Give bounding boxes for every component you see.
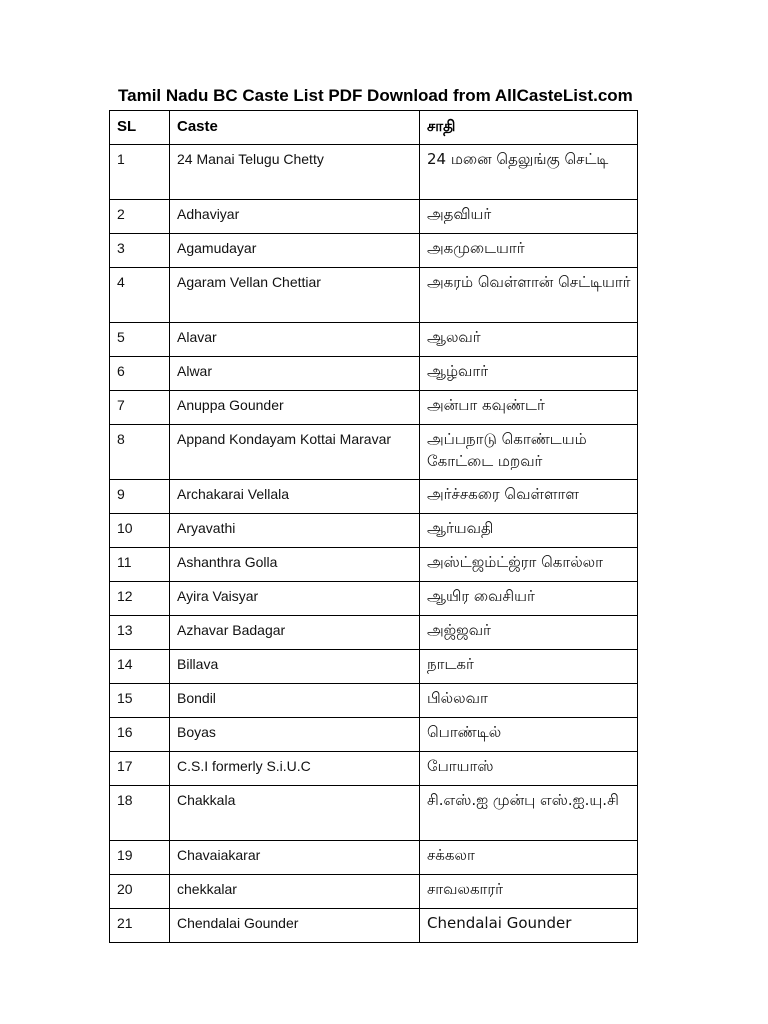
- cell-sl: 2: [110, 200, 170, 234]
- cell-sl: 19: [110, 841, 170, 875]
- table-row: [110, 391, 638, 425]
- cell-tamil: ஆழ்வார்: [420, 357, 638, 391]
- table-row: [110, 650, 638, 684]
- table-row: [110, 841, 638, 875]
- table-row: [110, 234, 638, 268]
- cell-tamil: அஜ்ஜவர்: [420, 616, 638, 650]
- cell-sl: 16: [110, 718, 170, 752]
- cell-caste: C.S.I formerly S.i.U.C: [170, 752, 420, 786]
- cell-caste: Agaram Vellan Chettiar: [170, 268, 420, 323]
- cell-sl: 8: [110, 425, 170, 480]
- table-row: [110, 786, 638, 841]
- cell-caste: Alwar: [170, 357, 420, 391]
- cell-tamil: அகமுடையார்: [420, 234, 638, 268]
- cell-caste: Azhavar Badagar: [170, 616, 420, 650]
- cell-tamil: அதவியர்: [420, 200, 638, 234]
- table-row: [110, 514, 638, 548]
- table-row: [110, 752, 638, 786]
- table-row: [110, 480, 638, 514]
- cell-caste: Adhaviyar: [170, 200, 420, 234]
- cell-caste: Chavaiakarar: [170, 841, 420, 875]
- cell-sl: 12: [110, 582, 170, 616]
- cell-caste: Appand Kondayam Kottai Maravar: [170, 425, 420, 480]
- cell-caste: Ayira Vaisyar: [170, 582, 420, 616]
- table-row: [110, 145, 638, 200]
- cell-tamil: அன்பா கவுண்டர்: [420, 391, 638, 425]
- cell-caste: Alavar: [170, 323, 420, 357]
- cell-sl: 6: [110, 357, 170, 391]
- cell-sl: 18: [110, 786, 170, 841]
- cell-sl: 7: [110, 391, 170, 425]
- cell-tamil: நாடகர்: [420, 650, 638, 684]
- cell-tamil: பில்லவா: [420, 684, 638, 718]
- table-row: [110, 909, 638, 943]
- table-row: [110, 616, 638, 650]
- table-row: [110, 875, 638, 909]
- caste-table: [109, 110, 638, 943]
- cell-caste: Billava: [170, 650, 420, 684]
- cell-tamil: அப்பநாடு கொண்டயம் கோட்டை மறவர்: [420, 425, 638, 480]
- cell-tamil: பொண்டில்: [420, 718, 638, 752]
- cell-sl: 9: [110, 480, 170, 514]
- cell-tamil: அகரம் வெள்ளான் செட்டியார்: [420, 268, 638, 323]
- cell-caste: Aryavathi: [170, 514, 420, 548]
- cell-tamil: சாவலகாரர்: [420, 875, 638, 909]
- cell-caste: Ashanthra Golla: [170, 548, 420, 582]
- table-row: [110, 357, 638, 391]
- cell-sl: 15: [110, 684, 170, 718]
- table-body: [110, 145, 638, 943]
- header-sl: SL: [110, 111, 170, 145]
- table-row: [110, 548, 638, 582]
- cell-caste: Boyas: [170, 718, 420, 752]
- table-row: [110, 200, 638, 234]
- header-tamil: சாதி: [420, 111, 638, 145]
- cell-caste: chekkalar: [170, 875, 420, 909]
- table-row: [110, 268, 638, 323]
- header-caste: Caste: [170, 111, 420, 145]
- cell-sl: 21: [110, 909, 170, 943]
- cell-tamil: Chendalai Gounder: [420, 909, 638, 943]
- cell-sl: 13: [110, 616, 170, 650]
- cell-sl: 11: [110, 548, 170, 582]
- cell-caste: Archakarai Vellala: [170, 480, 420, 514]
- cell-caste: Chakkala: [170, 786, 420, 841]
- cell-caste: Agamudayar: [170, 234, 420, 268]
- cell-tamil: அஸ்ட்ஜம்ட்ஜ்ரா கொல்லா: [420, 548, 638, 582]
- cell-sl: 3: [110, 234, 170, 268]
- table-row: [110, 425, 638, 480]
- cell-sl: 10: [110, 514, 170, 548]
- table-row: [110, 684, 638, 718]
- table-row: [110, 323, 638, 357]
- table-row: [110, 718, 638, 752]
- cell-sl: 4: [110, 268, 170, 323]
- cell-sl: 1: [110, 145, 170, 200]
- cell-caste: 24 Manai Telugu Chetty: [170, 145, 420, 200]
- cell-sl: 14: [110, 650, 170, 684]
- table-header-row: [110, 111, 638, 145]
- document-title: Tamil Nadu BC Caste List PDF Download from AllCasteList.com: [118, 86, 633, 105]
- cell-tamil: அர்ச்சகரை வெள்ளாள: [420, 480, 638, 514]
- cell-tamil: சக்கலா: [420, 841, 638, 875]
- cell-tamil: போயாஸ்: [420, 752, 638, 786]
- cell-sl: 5: [110, 323, 170, 357]
- cell-sl: 20: [110, 875, 170, 909]
- cell-tamil: ஆயிர வைசியர்: [420, 582, 638, 616]
- cell-tamil: 24 மனை தெலுங்கு செட்டி: [420, 145, 638, 200]
- cell-tamil: ஆர்யவதி: [420, 514, 638, 548]
- cell-caste: Bondil: [170, 684, 420, 718]
- cell-caste: Chendalai Gounder: [170, 909, 420, 943]
- table-row: [110, 582, 638, 616]
- cell-tamil: ஆலவர்: [420, 323, 638, 357]
- cell-sl: 17: [110, 752, 170, 786]
- cell-tamil: சி.எஸ்.ஐ முன்பு எஸ்.ஐ.யு.சி: [420, 786, 638, 841]
- cell-caste: Anuppa Gounder: [170, 391, 420, 425]
